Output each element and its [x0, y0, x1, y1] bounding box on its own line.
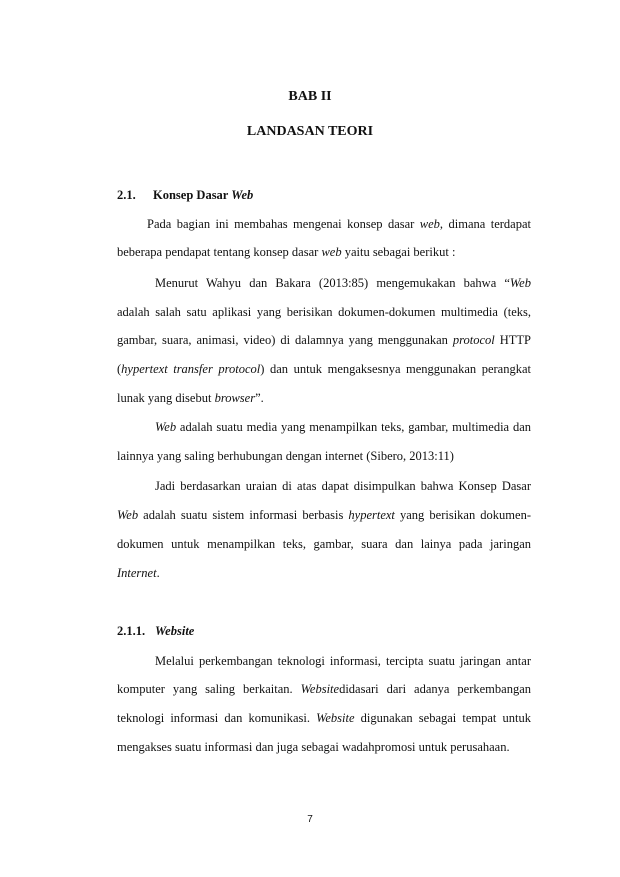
paragraph-line: lainnya yang saling berhubungan dengan internet (Sibero, 2013:11) — [117, 449, 454, 463]
chapter-title: LANDASAN TEORI — [246, 124, 374, 139]
paragraph-line: komputer yang saling berkaitan. Websitedidasari dari adanya perkembangan — [117, 682, 531, 696]
section-number: 2.1. — [117, 188, 136, 202]
paragraph-line: Pada bagian ini membahas mengenai konsep dasar web, dimana terdapat — [147, 217, 531, 231]
paragraph-line: Jadi berdasarkan uraian di atas dapat disimpulkan bahwa Konsep Dasar — [155, 479, 531, 493]
paragraph-line: mengakses suatu informasi dan juga sebagai wadahpromosi untuk perusahaan. — [117, 740, 510, 754]
quote-line: Menurut Wahyu dan Bakara (2013:85) mengemukakan bahwa “Web — [155, 276, 531, 290]
section-title-italic: Website — [155, 624, 195, 638]
paragraph-line: Web adalah suatu media yang menampilkan teks, gambar, multimedia dan — [155, 420, 531, 434]
section-heading-2-1 — [117, 188, 253, 203]
section-title-italic: Web — [231, 188, 254, 202]
paragraph-line: Web adalah suatu sistem informasi berbasis hypertext yang berisikan dokumen- — [117, 508, 531, 522]
quote-line: adalah salah satu aplikasi yang berisikan dokumen-dokumen multimedia (teks, — [117, 305, 531, 319]
paragraph-line: Internet. — [117, 566, 160, 580]
chapter-label: BAB II — [288, 89, 332, 104]
section-heading-2-1-1 — [117, 624, 194, 639]
quote-line: (hypertext transfer protocol) dan untuk mengaksesnya menggunakan perangkat — [117, 362, 531, 376]
quote-line: lunak yang disebut browser”. — [117, 391, 264, 405]
quote-line: gambar, suara, animasi, video) di dalamnya yang menggunakan protocol HTTP — [117, 333, 531, 347]
section-title-text: Konsep Dasar — [153, 188, 232, 202]
paragraph-line: beberapa pendapat tentang konsep dasar web yaitu sebagai berikut : — [117, 245, 456, 259]
section-number: 2.1.1. — [117, 624, 146, 638]
paragraph-line: Melalui perkembangan teknologi informasi, tercipta suatu jaringan antar — [155, 654, 531, 668]
page-number: 7 — [307, 814, 313, 825]
paragraph-line: dokumen untuk menampilkan teks, gambar, suara dan lainya pada jaringan — [117, 537, 531, 551]
paragraph-line: teknologi informasi dan komunikasi. Website digunakan sebagai tempat untuk — [117, 711, 531, 725]
